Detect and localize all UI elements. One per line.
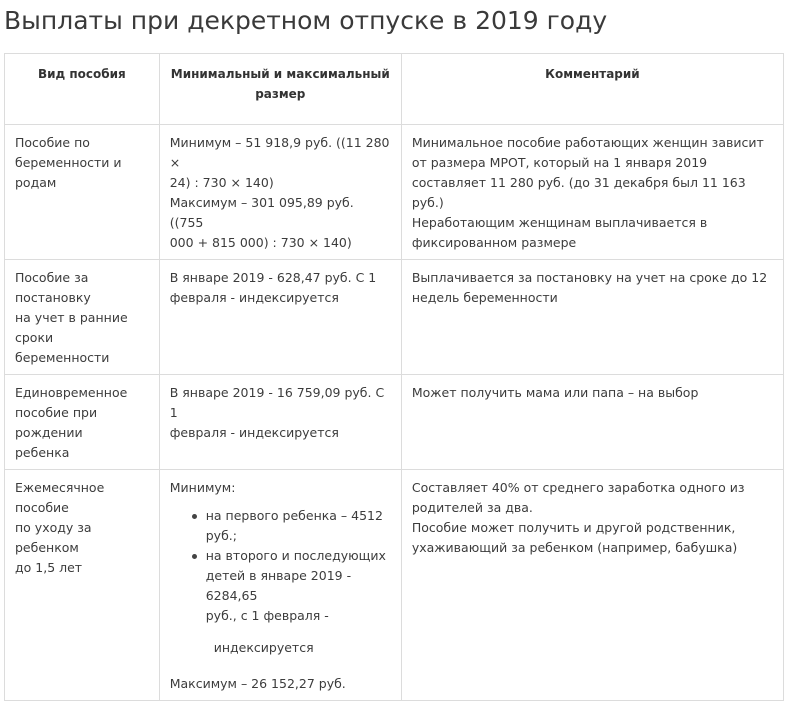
size-intro: Минимум:: [169, 480, 236, 495]
cell-line: В январе 2019 - 16 759,09 руб. С 1: [169, 385, 385, 420]
cell-line: фиксированном размере: [411, 235, 577, 250]
list-item: на второго и последующих детей в январе 2019 - 6284,65 руб., с 1 февраля -: [192, 546, 391, 626]
cell-line: Единовременное: [15, 385, 128, 400]
cell-benefit-type: [5, 125, 160, 260]
header-benefit-type: Вид пособия: [5, 54, 160, 125]
cell-line: от размера МРОТ, который на 1 января 2019: [411, 155, 708, 170]
cell-line: Пособие по: [15, 135, 90, 150]
cell-line: Минимум – 51 918,9 руб. ((11 280 ×: [169, 135, 390, 170]
bullet-dot-icon: [192, 514, 197, 519]
cell-comment: [401, 260, 783, 375]
tier-list: [170, 506, 391, 626]
cell-size: [159, 125, 401, 260]
cell-line: ребенка: [15, 445, 70, 460]
cell-line: беременности и родам: [15, 155, 122, 190]
bullet-dot-icon: [192, 554, 197, 559]
cell-line: Пособие может получить и другой родственник,: [411, 520, 736, 535]
page-title: Выплаты при декретном отпуске в 2019 году: [4, 6, 608, 35]
list-item: на первого ребенка – 4512 руб.;: [192, 506, 391, 546]
cell-line: пособие при рождении: [15, 405, 98, 440]
cell-size: [159, 375, 401, 470]
table-row: [5, 375, 784, 470]
cell-line: В январе 2019 - 628,47 руб. С 1: [169, 270, 377, 285]
benefits-table: [4, 53, 784, 701]
cell-line: февраля - индексируется: [169, 425, 339, 440]
size-max: Максимум – 26 152,27 руб.: [169, 676, 346, 691]
cell-benefit-type: [5, 375, 160, 470]
cell-line: Может получить мама или папа – на выбор: [411, 385, 699, 400]
cell-line: Минимальное пособие работающих женщин зависит: [411, 135, 764, 150]
cell-line: руб.): [411, 195, 444, 210]
table-header-row: [5, 54, 784, 125]
cell-line: Неработающим женщинам выплачивается в: [411, 215, 708, 230]
cell-line: на учет в ранние сроки: [15, 310, 128, 345]
cell-size: [159, 260, 401, 375]
cell-comment: [401, 375, 783, 470]
cell-line: недель беременности: [411, 290, 558, 305]
cell-line: февраля - индексируется: [169, 290, 339, 305]
cell-line: 000 + 815 000) : 730 × 140): [169, 235, 352, 250]
table-row: [5, 470, 784, 701]
cell-line: индексируется: [213, 640, 314, 655]
cell-line: Составляет 40% от среднего заработка одного из: [411, 480, 745, 495]
cell-line: ухаживающий за ребенком (например, бабушка): [411, 540, 738, 555]
cell-size: [159, 470, 401, 701]
table-row: [5, 125, 784, 260]
cell-line: Выплачивается за постановку на учет на сроке до 12: [411, 270, 768, 285]
header-comment: Комментарий: [401, 54, 783, 125]
cell-line: по уходу за ребенком: [15, 520, 92, 555]
cell-line: 24) : 730 × 140): [169, 175, 274, 190]
cell-line: Ежемесячное пособие: [15, 480, 105, 515]
cell-comment: [401, 470, 783, 701]
cell-line: беременности: [15, 350, 110, 365]
table-row: [5, 260, 784, 375]
cell-line: Максимум – 301 095,89 руб. ((755: [169, 195, 354, 230]
cell-line: Пособие за постановку: [15, 270, 91, 305]
cell-benefit-type: [5, 470, 160, 701]
cell-line: до 1,5 лет: [15, 560, 83, 575]
cell-comment: [401, 125, 783, 260]
cell-benefit-type: [5, 260, 160, 375]
header-min-max-size: Минимальный и максимальный размер: [159, 54, 401, 125]
cell-line: родителей за два.: [411, 500, 533, 515]
cell-line: составляет 11 280 руб. (до 31 декабря был 11 163: [411, 175, 746, 190]
